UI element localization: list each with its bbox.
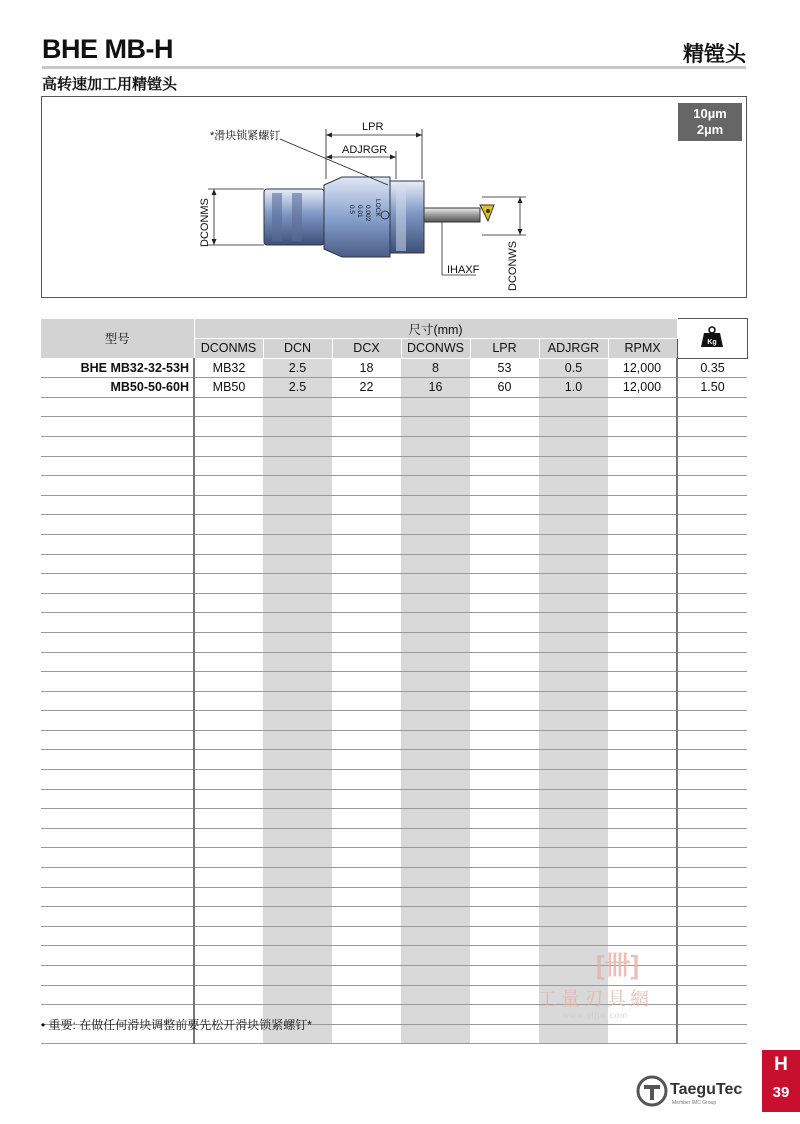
lpr-label: LPR xyxy=(362,121,384,133)
cell: 0.5 xyxy=(539,358,608,378)
boring-head-drawing xyxy=(42,97,746,297)
lock-screw-callout: *滑块锁紧螺钉 xyxy=(210,130,281,142)
dconws-label: DCONWS xyxy=(507,240,519,291)
page-subtitle: 高转速加工用精镗头 xyxy=(42,76,178,93)
cell: 22 xyxy=(332,378,401,398)
cell: 12,000 xyxy=(608,378,677,398)
empty-row xyxy=(41,868,747,888)
brand-name: TaeguTec xyxy=(670,1081,743,1098)
taegutec-logo-icon xyxy=(636,1075,668,1107)
spec-table xyxy=(41,318,748,1044)
watermark-text: 工量刃具網 xyxy=(538,989,654,1010)
weight-cell: 1.50 xyxy=(677,378,747,398)
cell: 2.5 xyxy=(263,378,332,398)
empty-row xyxy=(41,495,747,515)
col-header: LPR xyxy=(470,339,539,359)
empty-row xyxy=(41,417,747,437)
page-title-cn: 精镗头 xyxy=(683,43,746,66)
adjrgr-label: ADJRGR xyxy=(342,144,388,156)
cell: MB50 xyxy=(194,378,263,398)
empty-row xyxy=(41,828,747,848)
empty-row xyxy=(41,809,747,829)
col-header: RPMX xyxy=(608,339,677,359)
ihaxf-label: IHAXF xyxy=(447,264,480,276)
col-header: DCN xyxy=(263,339,332,359)
col-header: ADJRGR xyxy=(539,339,608,359)
body-mark: 0.01 xyxy=(356,205,363,218)
model-code: MB50-50-60H xyxy=(110,380,189,395)
cell: 53 xyxy=(470,358,539,378)
body-mark: LOCK xyxy=(374,199,381,217)
empty-row xyxy=(41,574,747,594)
brand-logo xyxy=(636,1075,756,1111)
adjustment-note: • 重要: 在做任何滑块调整前要先松开滑块锁紧螺钉* xyxy=(41,1018,312,1032)
title-divider xyxy=(42,66,746,69)
cell: MB32 xyxy=(194,358,263,378)
empty-row xyxy=(41,397,747,417)
weight-header xyxy=(677,319,747,359)
cell: 12,000 xyxy=(608,358,677,378)
empty-row xyxy=(41,848,747,868)
page-number: 39 xyxy=(772,1084,790,1101)
model-header: 型号 xyxy=(41,319,194,359)
col-header: DCONMS xyxy=(194,339,263,359)
empty-row xyxy=(41,789,747,809)
empty-row xyxy=(41,476,747,496)
cell: 16 xyxy=(401,378,470,398)
section-letter: H xyxy=(774,1054,788,1075)
empty-row xyxy=(41,887,747,907)
insert-shape xyxy=(480,205,494,221)
empty-row xyxy=(41,436,747,456)
watermark xyxy=(538,945,653,1020)
empty-row xyxy=(41,926,747,946)
tolerance-badge: 10µm 2µm xyxy=(678,103,742,141)
table-row xyxy=(41,358,747,378)
empty-row xyxy=(41,554,747,574)
cell: 18 xyxy=(332,358,401,378)
watermark-logo-icon: [卌] xyxy=(595,950,640,980)
empty-row xyxy=(41,750,747,770)
empty-row xyxy=(41,711,747,731)
cell: 2.5 xyxy=(263,358,332,378)
slide-shape xyxy=(390,181,424,253)
empty-row xyxy=(41,691,747,711)
empty-row xyxy=(41,534,747,554)
brand-subtitle: Member IMC Group xyxy=(672,1100,717,1106)
dims-header: 尺寸(mm) xyxy=(194,319,677,339)
cell: 60 xyxy=(470,378,539,398)
dconms-label: DCONMS xyxy=(199,198,211,247)
empty-row xyxy=(41,730,747,750)
col-header: DCX xyxy=(332,339,401,359)
empty-row xyxy=(41,613,747,633)
weight-cell: 0.35 xyxy=(677,358,747,378)
page-title: BHE MB-H xyxy=(42,34,173,64)
empty-row xyxy=(41,770,747,790)
model-prefix: BHE xyxy=(80,360,107,375)
watermark-url: www.gljjw.com xyxy=(563,1011,628,1020)
cell: 1.0 xyxy=(539,378,608,398)
body-mark: 0.002 xyxy=(364,205,371,222)
svg-text:Kg: Kg xyxy=(707,338,717,346)
table-row xyxy=(41,378,747,398)
model-code: MB32-32-53H xyxy=(110,360,189,375)
empty-row xyxy=(41,672,747,692)
boring-bar-shape xyxy=(424,208,480,222)
cell: 8 xyxy=(401,358,470,378)
empty-row xyxy=(41,456,747,476)
body-mark: 0.5 xyxy=(348,205,355,215)
empty-row xyxy=(41,632,747,652)
tool-diagram xyxy=(41,96,747,298)
empty-row xyxy=(41,515,747,535)
empty-row xyxy=(41,907,747,927)
section-tab xyxy=(762,1050,800,1112)
weight-icon xyxy=(700,326,724,348)
empty-row xyxy=(41,593,747,613)
col-header: DCONWS xyxy=(401,339,470,359)
empty-row xyxy=(41,652,747,672)
